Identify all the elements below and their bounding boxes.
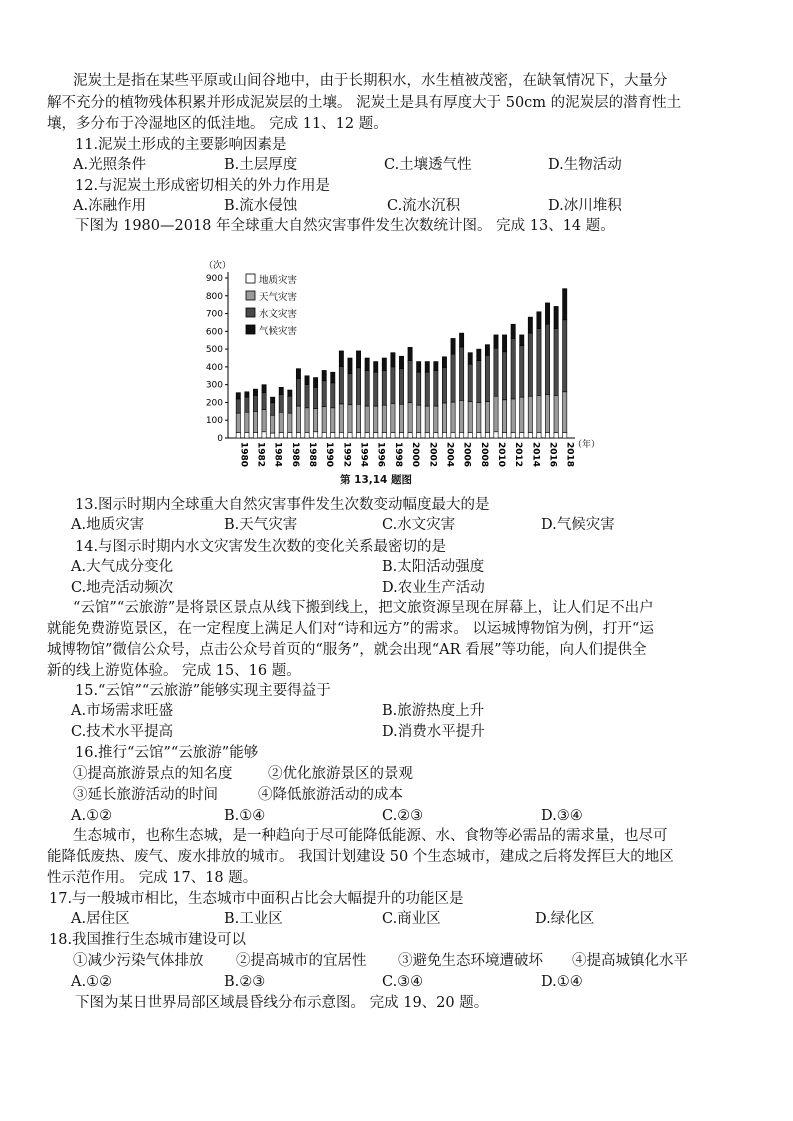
bar-1989-series-3 — [313, 378, 317, 388]
question-18-item-4: ④提高城镇化水平 — [572, 953, 688, 969]
y-tick-label-700: 700 — [205, 309, 223, 320]
bar-1987-series-1 — [296, 406, 300, 433]
passage-17-18-line2: 能降低废热、废气、废水排放的城市。 我国计划建设 50 个生态城市，建成之后将发挥巨大的地区 — [47, 849, 674, 865]
question-11-option-b: B.土层厚度 — [224, 157, 298, 173]
x-tick-label-2008: 2008 — [478, 442, 489, 468]
bar-1987-series-3 — [296, 369, 300, 379]
bar-1997-series-1 — [382, 405, 386, 433]
bar-1986-series-2 — [288, 396, 292, 413]
bar-2001-series-0 — [417, 433, 421, 438]
bar-2003-series-2 — [434, 370, 438, 406]
bar-1995-series-0 — [365, 433, 369, 438]
bar-2009-series-1 — [485, 402, 489, 433]
bar-2018-series-1 — [563, 392, 567, 433]
passage-11-12-line3: 壤，多分布于冷湿地区的低洼地。 完成 11、12 题。 — [47, 116, 388, 132]
bar-2016-series-0 — [545, 433, 549, 438]
passage-17-18-line1: 生态城市，也称生态城，是一种趋向于尽可能降低能源、水、食物等必需品的需求量，也尽可 — [73, 828, 668, 844]
bar-2004-series-3 — [442, 357, 446, 368]
bar-2018-series-2 — [563, 320, 567, 392]
bar-1983-series-2 — [262, 393, 266, 410]
bar-1990-series-0 — [322, 432, 326, 438]
bar-1991-series-0 — [331, 433, 335, 438]
x-tick-label-2018: 2018 — [564, 442, 575, 468]
bar-2006-series-0 — [459, 432, 463, 438]
bar-1991-series-3 — [331, 372, 335, 383]
question-16-stem: 16.推行“云馆”“云旅游”能够 — [75, 745, 259, 761]
bar-1996-series-3 — [374, 362, 378, 373]
question-13-option-c: C.水文灾害 — [382, 517, 456, 533]
x-axis-unit-label: （年） — [573, 440, 601, 450]
bar-2002-series-0 — [425, 433, 429, 438]
passage-15-16-line1: “云馆”“云旅游”是将景区景点从线下搬到线上，把文旅资源呈现在屏幕上，让人们足不出户 — [73, 600, 654, 616]
x-tick-label-1986: 1986 — [289, 442, 300, 468]
passage-11-12-line2: 解不充分的植物残体积累并形成泥炭层的土壤。 泥炭土是具有厚度大于 50cm 的泥炭层的潜育性土 — [47, 95, 682, 111]
bar-1998-series-0 — [391, 433, 395, 438]
bar-1998-series-2 — [391, 367, 395, 403]
bar-2005-series-2 — [451, 354, 455, 402]
bar-2016-series-3 — [545, 303, 549, 324]
passage-13-14: 下图为 1980—2018 年全球重大自然灾害事件发生次数统计图。 完成 13、14 题。 — [75, 218, 615, 234]
legend-swatch-3 — [246, 325, 255, 334]
bar-1981-series-1 — [245, 412, 249, 432]
bar-2015-series-2 — [537, 329, 541, 396]
y-tick-label-100: 100 — [205, 416, 223, 427]
bar-2017-series-3 — [554, 306, 558, 328]
bar-2003-series-0 — [434, 433, 438, 438]
x-tick-label-1990: 1990 — [324, 442, 335, 468]
bar-2006-series-1 — [459, 400, 463, 432]
bar-1988-series-1 — [305, 408, 309, 433]
bar-1987-series-0 — [296, 433, 300, 438]
bar-2013-series-0 — [520, 433, 524, 438]
bar-2016-series-1 — [545, 394, 549, 432]
bar-2002-series-2 — [425, 372, 429, 406]
bar-2001-series-2 — [417, 372, 421, 405]
bar-2003-series-3 — [434, 362, 438, 371]
bar-1998-series-3 — [391, 353, 395, 367]
bar-1995-series-2 — [365, 370, 369, 406]
y-tick-label-800: 800 — [205, 291, 223, 302]
bar-1985-series-1 — [279, 412, 283, 432]
question-18-item-3: ③避免生态环境遭破坏 — [398, 953, 543, 969]
bar-1992-series-1 — [339, 404, 343, 432]
bar-1994-series-2 — [356, 368, 360, 404]
question-18-option-a: A.①② — [71, 974, 113, 990]
bar-1980-series-3 — [236, 393, 240, 399]
bar-1989-series-2 — [313, 387, 317, 408]
bar-2006-series-3 — [459, 333, 463, 347]
bar-2011-series-0 — [502, 433, 506, 438]
bar-2005-series-0 — [451, 432, 455, 438]
y-tick-label-300: 300 — [205, 380, 223, 391]
bar-2009-series-0 — [485, 433, 489, 438]
bar-2012-series-0 — [511, 433, 515, 438]
bar-1986-series-1 — [288, 413, 292, 433]
question-16-item-2: ②优化旅游景区的景观 — [268, 766, 413, 782]
bar-2011-series-2 — [502, 352, 506, 400]
bar-2017-series-1 — [554, 395, 558, 432]
bar-2000-series-2 — [408, 361, 412, 403]
bar-2004-series-2 — [442, 367, 446, 403]
bar-1992-series-0 — [339, 432, 343, 438]
bar-2002-series-3 — [425, 362, 429, 373]
bar-2008-series-1 — [477, 402, 481, 432]
bar-1993-series-2 — [348, 374, 352, 405]
bar-1991-series-2 — [331, 383, 335, 408]
bar-2008-series-3 — [477, 349, 481, 361]
bar-1989-series-1 — [313, 409, 317, 432]
bar-2000-series-1 — [408, 402, 412, 432]
question-14-stem: 14.与图示时期内水文灾害发生次数的变化关系最密切的是 — [75, 539, 447, 555]
bar-1996-series-0 — [374, 433, 378, 438]
bar-1981-series-3 — [245, 392, 249, 397]
bar-2006-series-2 — [459, 347, 463, 400]
x-tick-label-1998: 1998 — [392, 442, 403, 468]
bar-2010-series-1 — [494, 396, 498, 432]
bar-1980-series-1 — [236, 413, 240, 433]
passage-15-16-line3: 城博物馆”微信公众号，点击公众号首页的“服务”，就会出现“AR 看展”等功能，向人们提供全 — [47, 642, 647, 658]
bar-2014-series-0 — [528, 433, 532, 438]
question-14-option-d: D.农业生产活动 — [382, 580, 485, 596]
bar-2012-series-1 — [511, 399, 515, 433]
bar-1987-series-2 — [296, 378, 300, 406]
bar-1999-series-1 — [399, 404, 403, 432]
question-15-stem: 15.“云馆”“云旅游”能够实现主要得益于 — [75, 683, 331, 699]
bar-2002-series-1 — [425, 406, 429, 433]
question-18-stem: 18.我国推行生态城市建设可以 — [49, 932, 247, 948]
bar-1996-series-2 — [374, 372, 378, 406]
bar-2017-series-2 — [554, 329, 558, 396]
passage-15-16-line4: 新的线上游览体验。 完成 15、16 题。 — [47, 663, 301, 679]
question-15-option-c: C.技术水平提高 — [71, 724, 174, 740]
bar-1998-series-1 — [391, 403, 395, 432]
bar-1995-series-3 — [365, 358, 369, 370]
x-tick-label-1982: 1982 — [255, 442, 266, 468]
y-tick-label-0: 0 — [217, 434, 223, 444]
bar-2005-series-1 — [451, 402, 455, 432]
bar-1990-series-2 — [322, 381, 326, 407]
bar-1982-series-2 — [253, 395, 257, 411]
bar-1992-series-3 — [339, 351, 343, 367]
bar-1982-series-3 — [253, 389, 257, 395]
x-tick-label-2002: 2002 — [427, 442, 438, 468]
bar-1983-series-0 — [262, 432, 266, 438]
x-tick-label-1984: 1984 — [272, 442, 283, 468]
bar-2012-series-3 — [511, 324, 515, 338]
question-17-option-a: A.居住区 — [71, 911, 130, 927]
figure-caption: 第 13,14 题图 — [340, 474, 413, 486]
bar-2010-series-0 — [494, 432, 498, 438]
bar-1986-series-3 — [288, 390, 292, 396]
question-18-item-2: ②提高城市的宜居性 — [236, 953, 367, 969]
x-tick-label-2014: 2014 — [530, 442, 541, 468]
question-15-option-b: B.旅游热度上升 — [382, 703, 485, 719]
bar-1989-series-0 — [313, 432, 317, 438]
bar-2007-series-3 — [468, 353, 472, 365]
x-tick-label-1994: 1994 — [358, 442, 369, 468]
bar-2015-series-0 — [537, 433, 541, 438]
question-16-item-3: ③延长旅游活动的时间 — [73, 787, 218, 803]
legend-swatch-1 — [246, 291, 255, 300]
question-13-stem: 13.图示时期内全球重大自然灾害事件发生次数变动幅度最大的是 — [75, 497, 490, 513]
bar-1983-series-3 — [262, 385, 266, 393]
bar-1982-series-1 — [253, 411, 257, 432]
bar-2014-series-2 — [528, 333, 532, 396]
bar-2015-series-1 — [537, 395, 541, 432]
bar-2007-series-1 — [468, 402, 472, 433]
bar-2007-series-0 — [468, 433, 472, 438]
bar-1981-series-0 — [245, 433, 249, 438]
x-tick-label-1988: 1988 — [307, 442, 318, 468]
bar-2014-series-1 — [528, 396, 532, 432]
bar-2015-series-3 — [537, 312, 541, 329]
y-tick-label-200: 200 — [205, 398, 223, 409]
bar-1997-series-3 — [382, 358, 386, 370]
x-tick-label-2016: 2016 — [547, 442, 558, 468]
y-tick-label-900: 900 — [205, 274, 223, 284]
bar-1983-series-1 — [262, 410, 266, 432]
x-tick-label-2006: 2006 — [461, 442, 472, 468]
disaster-chart-svg — [190, 254, 610, 490]
question-14-option-a: A.大气成分变化 — [71, 559, 174, 575]
passage-15-16-line2: 就能免费游览景区，在一定程度上满足人们对“诗和远方”的需求。 以运城博物馆为例，打开“运 — [47, 621, 654, 637]
question-17-option-d: D.绿化区 — [535, 911, 595, 927]
bar-1984-series-3 — [271, 397, 275, 403]
bar-2005-series-3 — [451, 338, 455, 354]
question-13-option-d: D.气候灾害 — [541, 517, 615, 533]
bar-1997-series-0 — [382, 433, 386, 438]
y-tick-label-400: 400 — [205, 362, 223, 373]
bar-2000-series-0 — [408, 433, 412, 438]
bar-2013-series-2 — [520, 346, 524, 398]
bar-2001-series-1 — [417, 405, 421, 433]
legend-label-3: 气候灾害 — [259, 326, 298, 337]
bar-1980-series-0 — [236, 433, 240, 438]
question-13-option-b: B.天气灾害 — [224, 517, 298, 533]
bar-1986-series-0 — [288, 433, 292, 438]
bar-2007-series-2 — [468, 364, 472, 401]
bar-2012-series-2 — [511, 338, 515, 398]
bar-2017-series-0 — [554, 433, 558, 438]
question-18-option-d: D.①④ — [541, 974, 583, 990]
bar-1980-series-2 — [236, 399, 240, 413]
question-11-stem: 11.泥炭土形成的主要影响因素是 — [75, 137, 287, 153]
question-18-option-c: C.③④ — [382, 974, 424, 990]
bar-1994-series-3 — [356, 351, 360, 368]
bar-2001-series-3 — [417, 362, 421, 373]
question-17-stem: 17.与一般城市相比，生态城市中面积占比会大幅提升的功能区是 — [49, 891, 464, 907]
question-12-stem: 12.与泥炭土形成密切相关的外力作用是 — [75, 178, 331, 194]
disaster-chart — [190, 254, 610, 490]
y-axis-unit-label: （次） — [204, 261, 232, 271]
x-tick-label-2000: 2000 — [410, 442, 421, 468]
question-18-option-b: B.②③ — [224, 974, 266, 990]
question-16-item-1: ①提高旅游景点的知名度 — [73, 766, 233, 782]
bar-2004-series-0 — [442, 432, 446, 438]
bar-1999-series-2 — [399, 369, 403, 405]
bar-1984-series-1 — [271, 415, 275, 433]
bar-1995-series-1 — [365, 406, 369, 433]
bar-2009-series-3 — [485, 345, 489, 356]
x-tick-label-2004: 2004 — [444, 442, 455, 468]
passage-17-18-line3: 性示范作用。 完成 17、18 题。 — [47, 870, 258, 886]
x-tick-label-1996: 1996 — [375, 442, 386, 468]
legend-label-2: 水文灾害 — [259, 309, 298, 320]
bar-1988-series-0 — [305, 433, 309, 438]
question-12-option-d: D.冰川堆积 — [548, 198, 622, 214]
bar-1993-series-3 — [348, 358, 352, 374]
question-12-option-b: B.流水侵蚀 — [224, 198, 298, 214]
bar-1990-series-1 — [322, 407, 326, 433]
question-17-option-c: C.商业区 — [382, 911, 441, 927]
question-14-option-b: B.太阳活动强度 — [382, 559, 485, 575]
bar-1994-series-0 — [356, 433, 360, 438]
bar-1993-series-1 — [348, 405, 352, 433]
question-16-item-4: ④降低旅游活动的成本 — [258, 787, 403, 803]
question-11-option-d: D.生物活动 — [548, 157, 622, 173]
question-16-option-b: B.①④ — [224, 808, 266, 824]
bar-1988-series-2 — [305, 385, 309, 408]
question-17-option-b: B.工业区 — [224, 911, 283, 927]
bar-1992-series-2 — [339, 367, 343, 404]
bar-2018-series-3 — [563, 289, 567, 320]
bar-2011-series-3 — [502, 335, 506, 352]
bar-2000-series-3 — [408, 347, 412, 360]
bar-1982-series-0 — [253, 433, 257, 438]
bar-1984-series-0 — [271, 433, 275, 438]
bar-1985-series-3 — [279, 387, 283, 394]
x-tick-label-1992: 1992 — [341, 442, 352, 468]
question-16-option-a: A.①② — [71, 808, 113, 824]
y-tick-label-500: 500 — [205, 345, 223, 356]
bar-2013-series-1 — [520, 397, 524, 433]
bar-2013-series-3 — [520, 335, 524, 346]
bar-2008-series-0 — [477, 433, 481, 438]
question-16-option-c: C.②③ — [382, 808, 424, 824]
question-11-option-a: A.光照条件 — [73, 157, 147, 173]
y-tick-label-600: 600 — [205, 327, 223, 338]
bar-1997-series-2 — [382, 370, 386, 405]
legend-label-0: 地质灾害 — [259, 275, 298, 286]
x-tick-label-2012: 2012 — [513, 442, 524, 468]
bar-2016-series-2 — [545, 324, 549, 394]
bar-1999-series-3 — [399, 356, 403, 368]
question-13-option-a: A.地质灾害 — [71, 517, 145, 533]
bar-1993-series-0 — [348, 432, 352, 438]
x-tick-label-1980: 1980 — [238, 442, 249, 468]
bar-1988-series-3 — [305, 376, 309, 385]
passage-19-20: 下图为某日世界局部区域晨昏线分布示意图。 完成 19、20 题。 — [75, 995, 489, 1011]
x-tick-label-2010: 2010 — [495, 442, 506, 468]
bar-2018-series-0 — [563, 433, 567, 438]
question-18-item-1: ①减少污染气体排放 — [73, 953, 204, 969]
bar-1981-series-2 — [245, 397, 249, 412]
bar-1985-series-0 — [279, 433, 283, 438]
bar-1994-series-1 — [356, 404, 360, 432]
question-14-option-c: C.地壳活动频次 — [71, 580, 174, 596]
question-12-option-c: C.流水沉积 — [387, 198, 461, 214]
bar-1985-series-2 — [279, 394, 283, 412]
bar-1984-series-2 — [271, 403, 275, 415]
bar-2010-series-2 — [494, 348, 498, 396]
legend-swatch-0 — [246, 274, 255, 283]
bar-1999-series-0 — [399, 433, 403, 438]
question-12-option-a: A.冻融作用 — [73, 198, 147, 214]
bar-1991-series-1 — [331, 408, 335, 433]
question-16-option-d: D.③④ — [541, 808, 583, 824]
passage-11-12-line1: 泥炭土是指在某些平原或山间谷地中，由于长期积水，水生植被茂密，在缺氧情况下，大量分 — [73, 73, 668, 89]
bar-1996-series-1 — [374, 406, 378, 433]
question-15-option-d: D.消费水平提升 — [382, 724, 485, 740]
bar-2011-series-1 — [502, 400, 506, 433]
legend-swatch-2 — [246, 308, 255, 317]
question-15-option-a: A.市场需求旺盛 — [71, 703, 174, 719]
bar-2003-series-1 — [434, 406, 438, 433]
bar-2004-series-1 — [442, 403, 446, 432]
bar-2010-series-3 — [494, 335, 498, 348]
legend-label-1: 天气灾害 — [259, 292, 298, 303]
bar-2014-series-3 — [528, 317, 532, 333]
question-11-option-c: C.土壤透气性 — [384, 157, 472, 173]
bar-2008-series-2 — [477, 361, 481, 403]
bar-1990-series-3 — [322, 370, 326, 380]
bar-2009-series-2 — [485, 355, 489, 401]
